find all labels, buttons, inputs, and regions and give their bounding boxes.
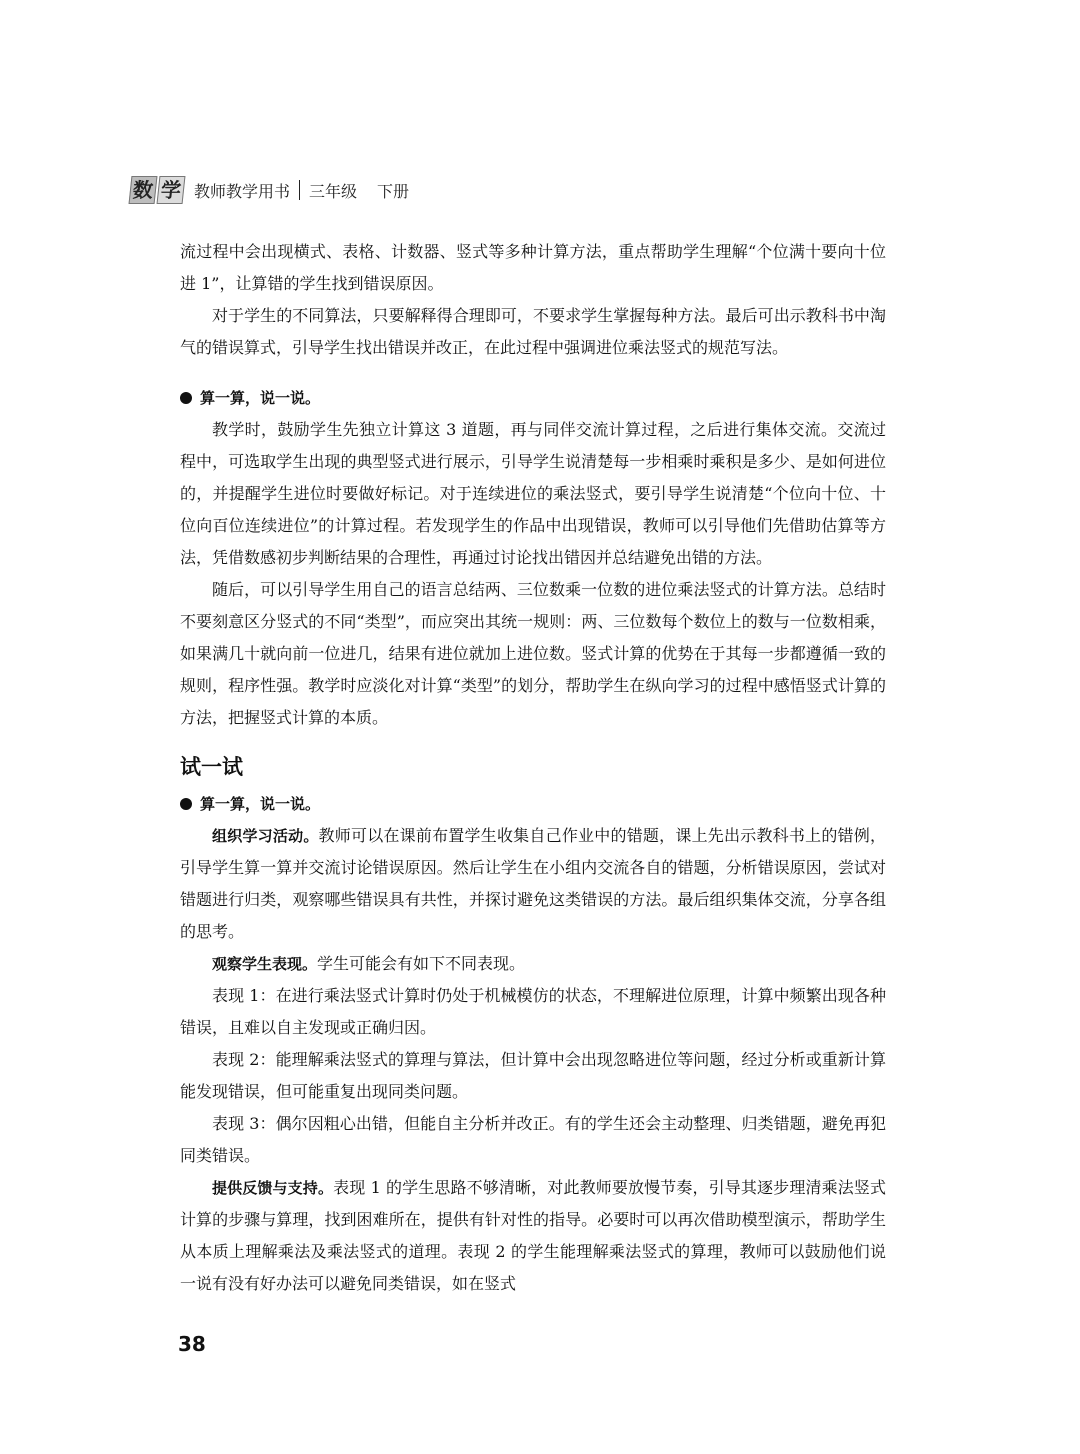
bullet-heading-1-text: 算一算，说一说。 bbox=[200, 389, 321, 407]
logo-char-xue: 学 bbox=[157, 176, 186, 204]
header-text bbox=[194, 179, 409, 202]
page-number: 38 bbox=[178, 1332, 206, 1356]
bullet-icon bbox=[180, 392, 192, 404]
grade-label: 三年级 bbox=[309, 181, 358, 201]
bullet-heading-2-text: 算一算，说一说。 bbox=[200, 795, 321, 813]
bullet-icon bbox=[180, 798, 192, 810]
paragraph-10-text: 表现 1 的学生思路不够清晰，对此教师要放慢节奏，引导其逐步理清乘法竖式计算的步骤与算理，找到困难所在，提供有针对性的指导。必要时可以再次借助模型演示，帮助学生从本质上理解乘法及乘法竖式的道理。表现 2 的学生能理解乘法竖式的算理，教师可以鼓励他们说一说有没有好办法可以避免同类错误，如在竖式 bbox=[180, 1178, 886, 1293]
paragraph-5 bbox=[180, 820, 886, 948]
paragraph-9: 表现 3：偶尔因粗心出错，但能自主分析并改正。有的学生还会主动整理、归类错题，避免再犯同类错误。 bbox=[180, 1114, 886, 1165]
book-title: 教师教学用书 bbox=[194, 181, 291, 201]
paragraph-10-lead: 提供反馈与支持。 bbox=[212, 1179, 334, 1197]
paragraph-10 bbox=[180, 1172, 886, 1300]
paragraph-6-text: 学生可能会有如下不同表现。 bbox=[317, 954, 526, 973]
subject-logo bbox=[130, 176, 186, 204]
paragraph-3: 教学时，鼓励学生先独立计算这 3 道题，再与同伴交流计算过程，之后进行集体交流。交流过程中，可选取学生出现的典型竖式进行展示，引导学生说清楚每一步相乘时乘积是多少、是如何进位的，并提醒学生进位时要做好标记。对于连续进位的乘法竖式，要引导学生说清楚“个位向十位、十位向百位连续进位”的计算过程。若发现学生的作品中出现错误，教师可以引导他们先借助估算等方法，凭借数感初步判断结果的合理性，再通过讨论找出错因并总结避免出错的方法。 bbox=[180, 420, 886, 567]
bullet-heading-2 bbox=[180, 788, 886, 820]
paragraph-5-text: 教师可以在课前布置学生收集自己作业中的错题，课上先出示教科书上的错例，引导学生算一算并交流讨论错误原因。然后让学生在小组内交流各自的错题，分析错误原因，尝试对错题进行归类，观察哪些错误具有共性，并探讨避免这类错误的方法。最后组织集体交流，分享各组的思考。 bbox=[180, 826, 886, 941]
volume-label: 下册 bbox=[377, 181, 410, 201]
paragraph-4: 随后，可以引导学生用自己的语言总结两、三位数乘一位数的进位乘法竖式的计算方法。总结时不要刻意区分竖式的不同“类型”，而应突出其统一规则：两、三位数每个数位上的数与一位数相乘，如果满几十就向前一位进几，结果有进位就加上进位数。竖式计算的优势在于其每一步都遵循一致的规则，程序性强。教学时应淡化对计算“类型”的划分，帮助学生在纵向学习的过程中感悟竖式计算的方法，把握竖式计算的本质。 bbox=[180, 580, 886, 727]
paragraph-2: 对于学生的不同算法，只要解释得合理即可，不要求学生掌握每种方法。最后可出示教科书中淘气的错误算式，引导学生找出错误并改正，在此过程中强调进位乘法竖式的规范写法。 bbox=[180, 306, 886, 357]
header-divider bbox=[299, 180, 300, 200]
paragraph-7: 表现 1：在进行乘法竖式计算时仍处于机械模仿的状态，不理解进位原理，计算中频繁出现各种错误，且难以自主发现或正确归因。 bbox=[180, 986, 886, 1037]
paragraph-5-lead: 组织学习活动。 bbox=[212, 827, 319, 845]
bullet-heading-1 bbox=[180, 382, 886, 414]
section-title: 试一试 bbox=[180, 755, 243, 779]
logo-char-shu: 数 bbox=[129, 176, 158, 204]
page-body bbox=[180, 236, 886, 1300]
paragraph-8: 表现 2：能理解乘法竖式的算理与算法，但计算中会出现忽略进位等问题，经过分析或重新计算能发现错误，但可能重复出现同类问题。 bbox=[180, 1050, 886, 1101]
paragraph-6 bbox=[180, 948, 886, 980]
page-header bbox=[130, 174, 409, 206]
paragraph-6-lead: 观察学生表现。 bbox=[212, 955, 318, 973]
paragraph-1: 流过程中会出现横式、表格、计数器、竖式等多种计算方法，重点帮助学生理解“个位满十要向十位进 1”，让算错的学生找到错误原因。 bbox=[180, 242, 886, 293]
